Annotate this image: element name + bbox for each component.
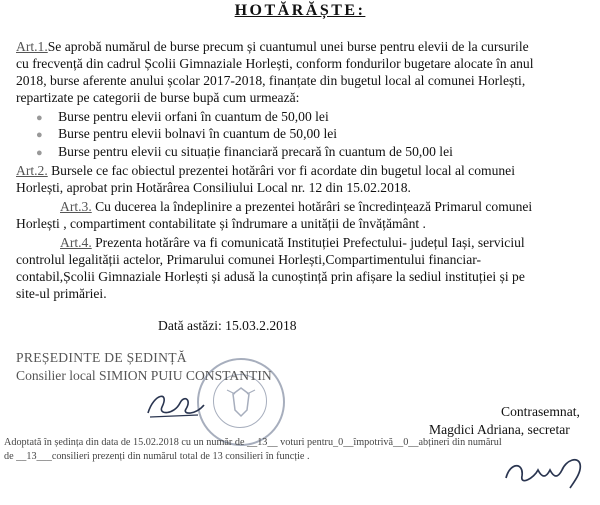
bullet-text: Burse pentru elevii cu situație financiară precară în cuantum de 50,00 lei [58, 144, 453, 159]
art4-label: Art.4. [60, 235, 92, 250]
bullet-icon: ● [36, 112, 43, 124]
document-date: Dată astăzi: 15.03.2.2018 [158, 318, 297, 333]
art3-label: Art.3. [60, 199, 92, 214]
art4-line2: controlul legalității actelor, Primarului comunei Horlești,Compartimentului financiar- [16, 252, 482, 267]
art2-text1: Bursele ce fac obiectul prezentei hotărâri vor fi acordate din bugetul local al comunei [47, 163, 515, 178]
art4-line1 [60, 234, 525, 251]
art1-line3: 2018, burse aferente anului școlar 2017-2018, finanțate din bugetul local al comunei Horlești, [16, 73, 526, 88]
art1-line1 [16, 38, 529, 55]
art4-line3: contabil,Școlii Gimnaziale Horlești și adusă la cunoștință prin afișare la sediul instituției și pe [16, 269, 525, 284]
president-title: PREȘEDINTE DE ȘEDINȚĂ [16, 350, 187, 365]
art2-line1 [16, 162, 515, 179]
art4-text1: Prezenta hotărâre va fi comunicată Instituției Prefectului- județul Iași, serviciul [91, 235, 525, 250]
countersign-name: Magdici Adriana, secretar [429, 422, 570, 437]
president-name: Consilier local SIMION PUIU CONSTANTIN [16, 368, 272, 383]
bullet-text: Burse pentru elevii bolnavi în cuantum de 50,00 lei [58, 126, 338, 141]
countersign-title: Contrasemnat, [501, 404, 580, 419]
art1-line4: repartizate pe categorii de burse bupă cum urmează: [16, 90, 300, 105]
art1-label: Art.1. [16, 39, 48, 54]
art2-line2: Horlești, aprobat prin Hotărârea Consiliului Local nr. 12 din 15.02.2018. [16, 180, 411, 195]
bullet-text: Burse pentru elevii orfani în cuantum de 50,00 lei [58, 109, 329, 124]
adoption-note-line1: Adoptată în ședința din data de 15.02.2018 cu un număr de __13__ voturi pentru_0__împotrivă__0__abțineri din numărul [4, 437, 502, 448]
art4-line4: site-ul primăriei. [16, 286, 107, 301]
art3-line2: Horlești , compartiment contabilitate și îndrumare a unității de învățământ . [16, 216, 426, 231]
decision-title: HOTĂRĂȘTE: [234, 2, 366, 19]
bullet-item-sick [36, 125, 337, 144]
adoption-note-line2: de __13___consilieri prezenți din numărul total de 13 consilieri în funcție . [4, 451, 310, 462]
president-signature-icon [140, 385, 210, 425]
art2-label: Art.2. [16, 163, 48, 178]
art3-line1 [60, 198, 532, 215]
secretary-signature-icon [500, 448, 590, 498]
bullet-icon: ● [36, 129, 43, 141]
art1-line2: cu frecvență din cadrul Școlii Gimnaziale Horlești, conform fondurilor bugetare alocate în anul [16, 56, 534, 71]
art3-text1: Cu ducerea la îndeplinire a prezentei hotărâri se încredințează Primarul comunei [91, 199, 533, 214]
bullet-icon: ● [36, 147, 43, 159]
bullet-item-financial [36, 143, 453, 162]
art1-text1: Se aprobă numărul de burse precum și cuantumul unei burse pentru elevii de la cursurile [47, 39, 529, 54]
